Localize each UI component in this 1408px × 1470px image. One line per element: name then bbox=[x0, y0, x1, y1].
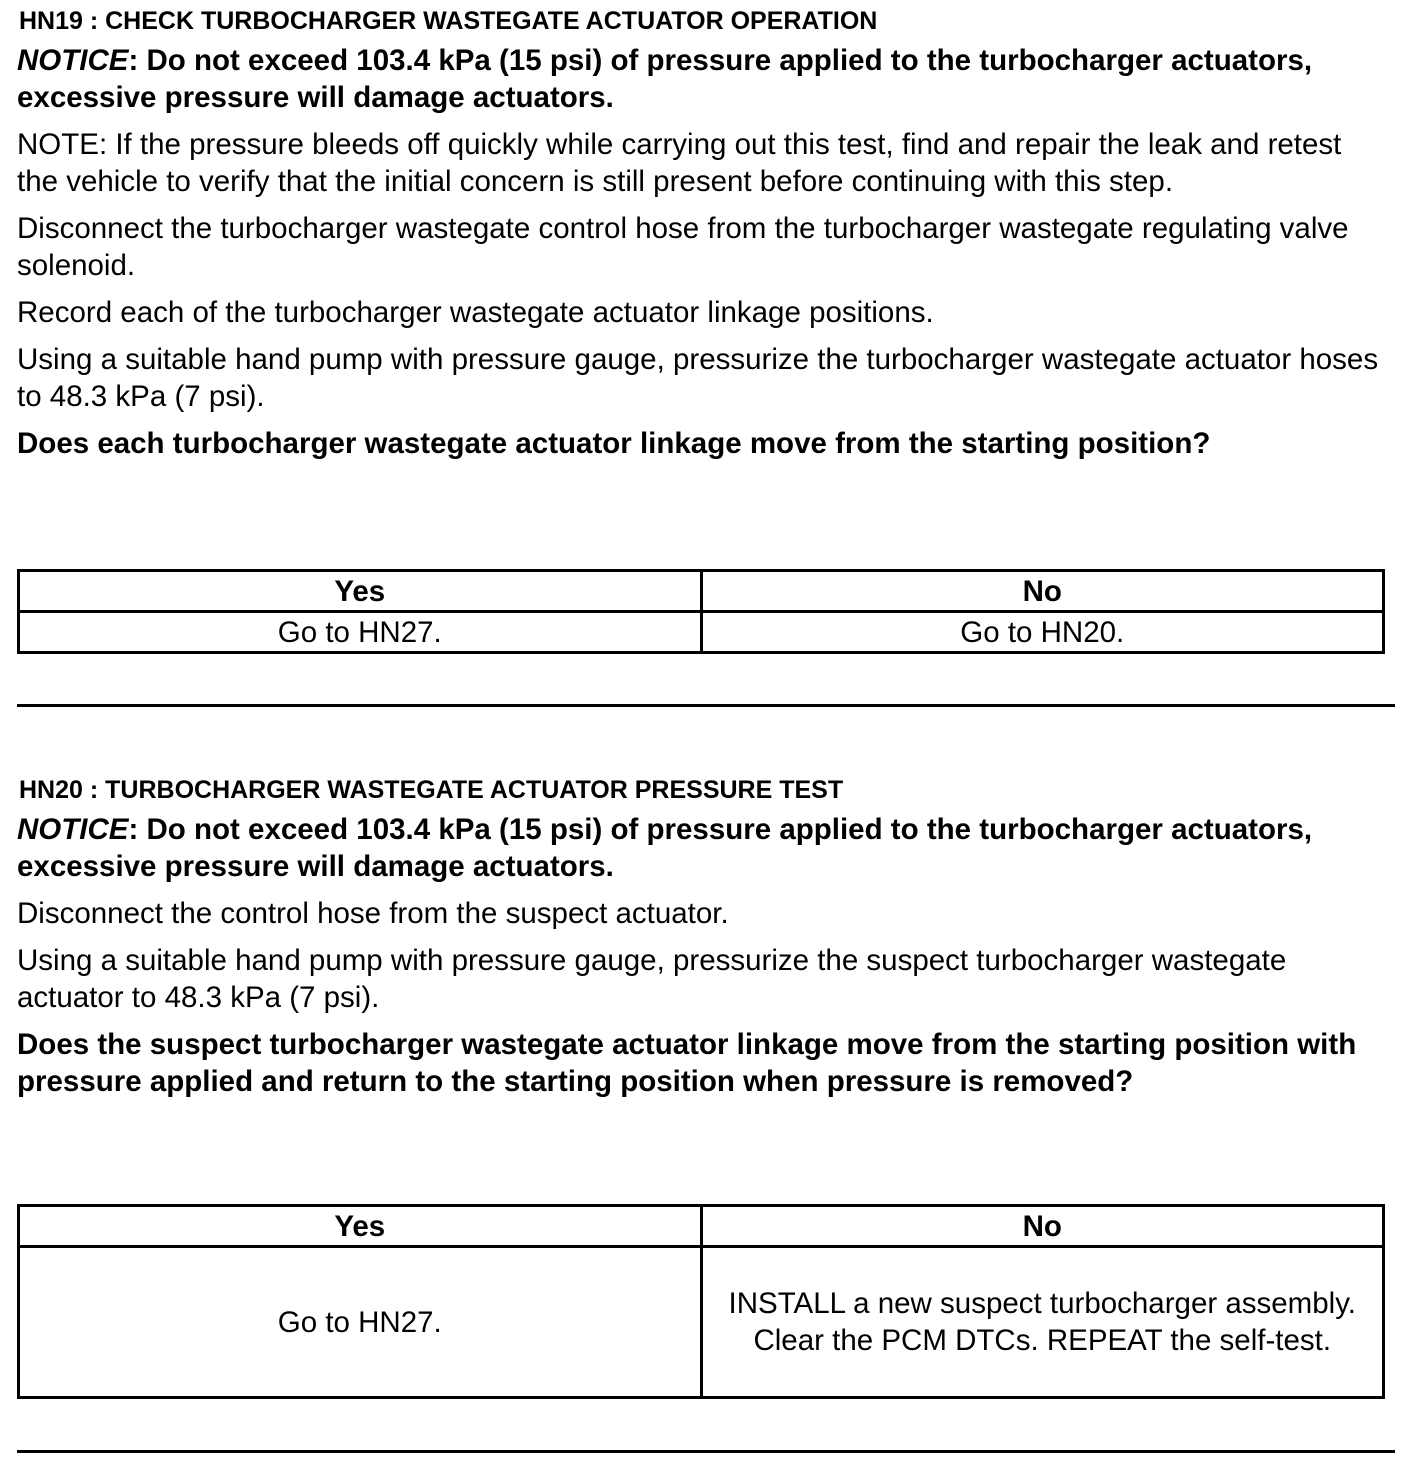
test-question: Does each turbocharger wastegate actuator linkage move from the starting position? bbox=[17, 427, 1211, 460]
table-header-row bbox=[19, 1206, 1384, 1247]
notice-text: : Do not exceed 103.4 kPa (15 psi) of pressure applied to the turbocharger actuators, excessive pressure will damage actuators. bbox=[17, 44, 1313, 114]
no-header: No bbox=[701, 571, 1384, 612]
table-header-row bbox=[19, 571, 1384, 612]
yes-action-cell: Go to HN27. bbox=[19, 1247, 702, 1398]
test-question: Does the suspect turbocharger wastegate actuator linkage move from the starting position with pressure applied and return to the starting position when pressure is removed? bbox=[17, 1028, 1357, 1098]
notice-block bbox=[17, 42, 1387, 116]
notice-label: NOTICE bbox=[17, 44, 129, 77]
yes-header: Yes bbox=[19, 1206, 702, 1247]
section-divider bbox=[17, 1450, 1395, 1453]
section-heading: HN20 : TURBOCHARGER WASTEGATE ACTUATOR PRESSURE TEST bbox=[19, 776, 844, 804]
step-paragraph: Disconnect the control hose from the suspect actuator. bbox=[17, 897, 729, 930]
note-paragraph: NOTE: If the pressure bleeds off quickly while carrying out this test, find and repair the leak and retest the vehicle to verify that the initial concern is still present before continuing with this step. bbox=[17, 128, 1342, 198]
step-paragraph: Record each of the turbocharger wastegate actuator linkage positions. bbox=[17, 296, 934, 329]
step-paragraph: Using a suitable hand pump with pressure gauge, pressurize the turbocharger wastegate actuator hoses to 48.3 kPa (7 psi). bbox=[17, 343, 1379, 413]
no-action-cell: Go to HN20. bbox=[701, 612, 1384, 653]
section-hn20 bbox=[17, 775, 1387, 1100]
yes-action-cell: Go to HN27. bbox=[19, 612, 702, 653]
result-table-hn20 bbox=[17, 1204, 1385, 1399]
notice-label: NOTICE bbox=[17, 813, 129, 846]
step-paragraph: Disconnect the turbocharger wastegate control hose from the turbocharger wastegate regulating valve solenoid. bbox=[17, 212, 1349, 282]
no-action-line: Clear the PCM DTCs. REPEAT the self-test. bbox=[753, 1324, 1332, 1357]
section-heading: HN19 : CHECK TURBOCHARGER WASTEGATE ACTUATOR OPERATION bbox=[19, 7, 878, 35]
section-divider bbox=[17, 704, 1395, 707]
table-row bbox=[19, 1247, 1384, 1398]
no-header: No bbox=[701, 1206, 1384, 1247]
step-paragraph: Using a suitable hand pump with pressure gauge, pressurize the suspect turbocharger wastegate actuator to 48.3 kPa (7 psi). bbox=[17, 944, 1287, 1014]
no-action-lines bbox=[729, 1285, 1356, 1359]
section-hn19 bbox=[17, 6, 1387, 462]
result-table-hn19 bbox=[17, 569, 1385, 654]
table-row bbox=[19, 612, 1384, 653]
no-action-line: INSTALL a new suspect turbocharger assembly. bbox=[728, 1287, 1356, 1320]
yes-header: Yes bbox=[19, 571, 702, 612]
notice-block bbox=[17, 811, 1387, 885]
notice-text: : Do not exceed 103.4 kPa (15 psi) of pressure applied to the turbocharger actuators, excessive pressure will damage actuators. bbox=[17, 813, 1313, 883]
no-action-cell bbox=[701, 1247, 1384, 1398]
